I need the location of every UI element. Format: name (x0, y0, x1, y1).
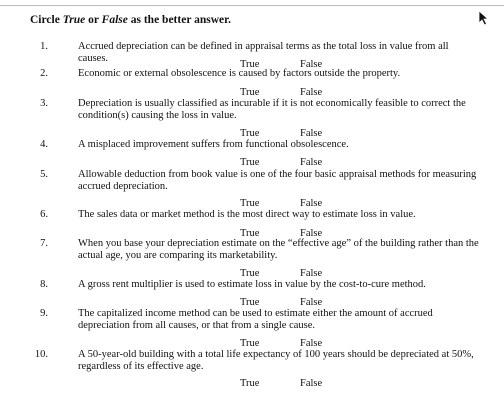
question-2 (30, 68, 480, 80)
question-text: A 50-year-old building with a total life expectancy of 100 years should be depreciated at 50%, regardless of its effective age. (78, 349, 474, 372)
question-8 (30, 279, 480, 291)
question-number: 7. (40, 238, 48, 249)
mouse-pointer-icon (478, 10, 490, 26)
answer-false[interactable]: False (300, 87, 323, 98)
header-publisher (30, 0, 161, 1)
question-text: Allowable deduction from book value is one of the four basic appraisal methods for measuring accrued depreciation. (78, 169, 477, 192)
header-chapter (453, 0, 490, 1)
answer-true[interactable]: True (240, 157, 260, 168)
question-4 (30, 139, 480, 151)
answer-false[interactable]: False (300, 228, 323, 239)
question-number: 2. (40, 68, 48, 79)
answer-false[interactable]: False (300, 59, 323, 70)
answer-false[interactable]: False (300, 378, 323, 389)
question-10 (30, 349, 480, 373)
question-text: Economic or external obsolescence is caused by factors outside the property. (78, 68, 401, 79)
answer-false[interactable]: False (300, 157, 323, 168)
answer-true[interactable]: True (240, 228, 260, 239)
question-number: 10. (34, 349, 48, 360)
question-number: 4. (40, 139, 48, 150)
question-number: 9. (40, 308, 48, 319)
answer-true[interactable]: True (240, 198, 260, 209)
question-text: Depreciation is usually classified as incurable if it is not economically feasible to correct the condition(s) causing the loss in value. (78, 98, 466, 121)
answer-false[interactable]: False (300, 297, 323, 308)
answer-false[interactable]: False (300, 338, 323, 349)
question-text: A gross rent multiplier is used to estimate loss in value by the cost-to-cure method. (78, 279, 426, 290)
question-5 (30, 169, 480, 193)
answer-true[interactable]: True (240, 128, 260, 139)
question-6 (30, 209, 480, 221)
answer-true[interactable]: True (240, 59, 260, 70)
question-number: 6. (40, 209, 48, 220)
question-7 (30, 238, 480, 262)
question-text: The capitalized income method can be used to estimate either the amount of accrued depreciation from all causes, or that from a single cause. (78, 308, 433, 331)
answer-true[interactable]: True (240, 297, 260, 308)
question-number: 5. (40, 169, 48, 180)
question-3 (30, 98, 480, 122)
question-number: 8. (40, 279, 48, 290)
answer-true[interactable]: True (240, 268, 260, 279)
answer-true[interactable]: True (240, 87, 260, 98)
answer-true[interactable]: True (240, 378, 260, 389)
question-1 (30, 41, 480, 64)
question-text: Accrued depreciation can be defined in appraisal terms as the total loss in value from all causes. (78, 41, 449, 64)
answer-false[interactable]: False (300, 128, 323, 139)
answer-false[interactable]: False (300, 198, 323, 209)
instructions: Circle True or False as the better answer. (30, 14, 232, 26)
question-text: The sales data or market method is the most direct way to estimate loss in value. (78, 209, 416, 220)
page-header (0, 0, 504, 6)
question-text: When you base your depreciation estimate on the “effective age” of the building rather than the actual age, you are comparing its marketability. (78, 238, 479, 261)
question-9 (30, 308, 480, 332)
question-number: 1. (40, 41, 48, 52)
answer-false[interactable]: False (300, 268, 323, 279)
answer-true[interactable]: True (240, 338, 260, 349)
question-text: A misplaced improvement suffers from functional obsolescence. (78, 139, 349, 150)
question-number: 3. (40, 98, 48, 109)
